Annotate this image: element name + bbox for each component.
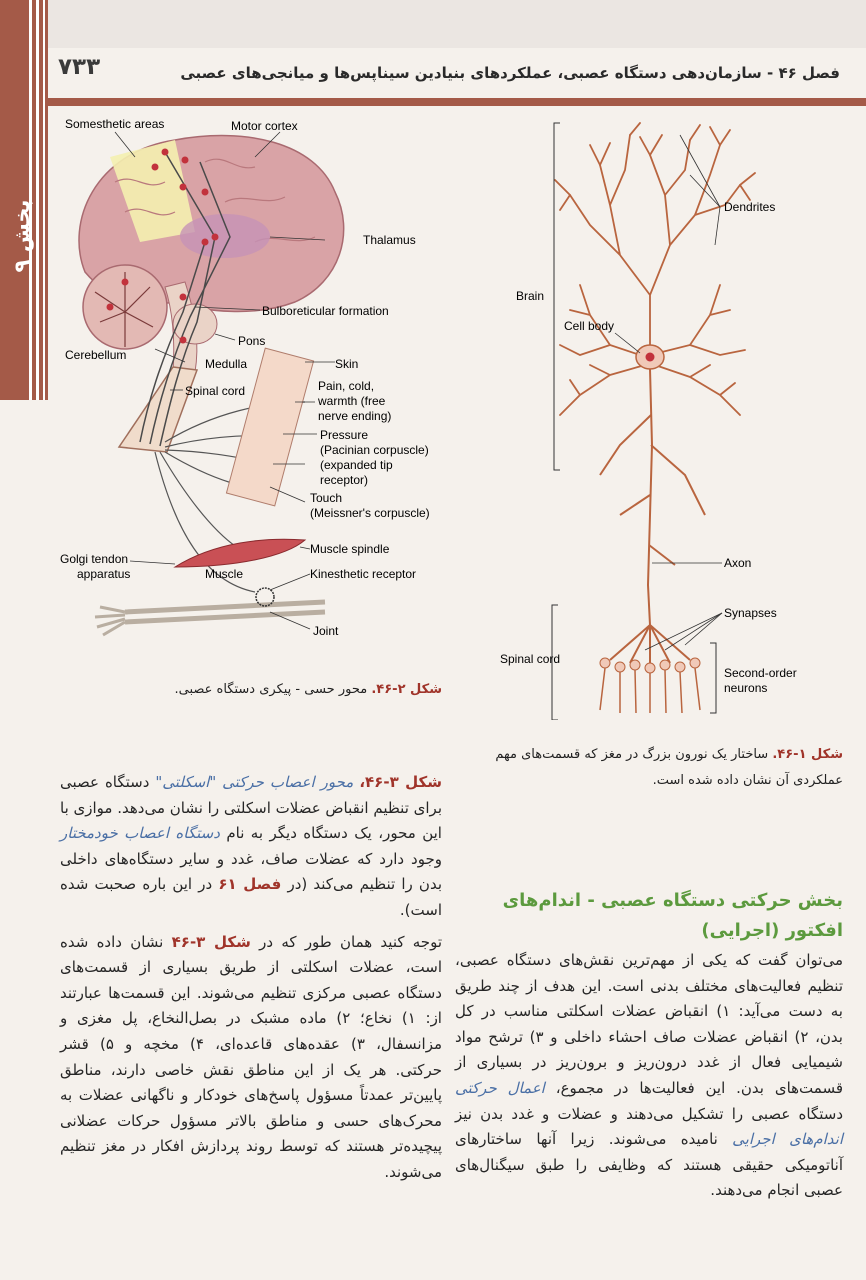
chapter-reference: فصل ۶۱ bbox=[218, 875, 282, 894]
second-order-axons bbox=[600, 668, 700, 713]
right-column-text bbox=[455, 948, 843, 1210]
paragraph-text: نشان داده شده است، عضلات اسکلتی از طریق بسیاری از قسمت‌های دستگاه عصبی مرکزی تنظیم می‌شوند. این قسمت‌ها عبارتند از: ۱) نخاع؛ ۲) ماده مشبک در بصل‌النخاع، پل مغزی و مزانسفال، ۳) عقده‌های قاعده‌ای، ۴) مخچه و ۵) قشر حرکتی. هر یک از این مناطق نقش خاصی دارند، مناطق پایین‌تر عمدتاً مسؤول پاسخ‌های خودکار و ناگهانی عضلات به محرک‌های حسی و مناطق بالاتر مسؤول حرکات عضلانی پیچیده‌تر هستند که توسط روند پردازش افکار در مغز تنظیم می‌شوند. bbox=[60, 932, 443, 1181]
caption-text: ساختار یک نورون بزرگ در مغز که قسمت‌های مهم عملکردی آن نشان داده شده است. bbox=[495, 747, 843, 788]
paragraph-text: در این باره صحبت شده است). bbox=[60, 875, 442, 919]
label-dendrites: Dendrites bbox=[724, 200, 776, 214]
pons bbox=[173, 304, 217, 344]
brain-bracket bbox=[554, 123, 560, 470]
sensory-axis-figure bbox=[55, 112, 450, 672]
label-pressure: (expanded tip bbox=[320, 458, 393, 472]
label-cell-body: Cell body bbox=[564, 319, 615, 333]
paragraph bbox=[455, 948, 843, 1204]
label-pressure: receptor) bbox=[320, 473, 369, 487]
label-synapses: Synapses bbox=[724, 606, 777, 620]
paragraph-text: وجود دارد که عضلات صاف، غدد و سایر دستگاه‌های داخلی بدن را تنظیم می‌کند (در bbox=[60, 849, 442, 894]
label-somesthetic: Somesthetic areas bbox=[65, 117, 165, 131]
label-pain: nerve ending) bbox=[318, 409, 392, 423]
label-axon: Axon bbox=[724, 556, 752, 570]
paragraph-text: نامیده می‌شوند. زیرا آنها ساختارهای آناتومیکی حقیقی هستند که وظایفی را طبق سیگنال‌های عصبی انجام می‌دهند. bbox=[455, 1130, 843, 1200]
section-label: بخش ۹ bbox=[10, 199, 34, 273]
section-side-tab bbox=[0, 0, 48, 400]
term: دستگاه اعصاب خودمختار bbox=[60, 824, 220, 843]
term: اعمال حرکتی bbox=[455, 1078, 545, 1097]
label-motor-cortex: Motor cortex bbox=[231, 119, 298, 133]
label-touch: Touch bbox=[310, 491, 343, 505]
figure-reference: شکل ۳-۴۶ bbox=[171, 932, 251, 951]
label-second-order: Second-order bbox=[724, 666, 797, 680]
paragraph bbox=[60, 770, 442, 924]
top-band bbox=[0, 0, 866, 48]
label-kinesthetic: Kinesthetic receptor bbox=[310, 567, 417, 581]
figure-caption-left bbox=[120, 680, 442, 700]
term: محور اعصاب حرکتی "اسکلتی" bbox=[155, 773, 360, 791]
hand-bones bbox=[95, 607, 125, 635]
figure-number: شکل ۲-۴۶. bbox=[371, 682, 442, 697]
figure-reference: شکل ۳-۴۶، bbox=[359, 773, 442, 791]
left-column-text bbox=[60, 770, 442, 1192]
label-spinal-cord: Spinal cord bbox=[500, 652, 561, 666]
page-number: ۷۳۳ bbox=[58, 54, 101, 80]
label-thalamus: Thalamus bbox=[363, 233, 416, 247]
label-joint: Joint bbox=[313, 624, 339, 638]
label-golgi: apparatus bbox=[77, 567, 131, 581]
label-brain: Brain bbox=[516, 289, 545, 303]
neuron-dendrites bbox=[555, 123, 755, 415]
label-skin: Skin bbox=[335, 357, 359, 371]
label-golgi: Golgi tendon bbox=[60, 552, 129, 566]
term: اندام‌های اجرایی bbox=[732, 1130, 843, 1149]
label-cerebellum: Cerebellum bbox=[65, 348, 127, 362]
nucleus bbox=[646, 353, 655, 362]
neuron-figure bbox=[500, 115, 830, 720]
tab-stripe bbox=[43, 0, 45, 400]
skin-section bbox=[226, 348, 313, 506]
arm-bones bbox=[125, 602, 325, 622]
label-pons: Pons bbox=[238, 334, 266, 348]
label-touch: (Meissner's corpuscle) bbox=[310, 506, 430, 520]
paragraph bbox=[60, 930, 442, 1186]
label-pressure: (Pacinian corpuscle) bbox=[320, 443, 429, 457]
paragraph-text: توجه کنید همان طور که در bbox=[250, 932, 443, 951]
figure-number: شکل ۱-۴۶. bbox=[772, 747, 843, 762]
label-pain: Pain, cold, bbox=[318, 379, 375, 393]
paragraph-text: دستگاه عصبی برای تنظیم انقباض عضلات اسکلتی را نشان می‌دهد. موازی با این محور، یک دستگاه دیگر به نام bbox=[60, 773, 442, 843]
label-bulboreticular: Bulboreticular formation bbox=[262, 304, 389, 318]
chapter-title: فصل ۴۶ - سازمان‌دهی دستگاه عصبی، عملکردهای بنیادین سیناپس‌ها و میانجی‌های عصبی bbox=[180, 64, 840, 82]
label-muscle-spindle: Muscle spindle bbox=[310, 542, 390, 556]
muscle bbox=[175, 539, 305, 567]
label-spinal-cord: Spinal cord bbox=[185, 384, 246, 398]
caption-text: محور حسی - پیکری دستگاه عصبی. bbox=[174, 682, 372, 697]
label-pressure: Pressure bbox=[320, 428, 369, 442]
thalamus bbox=[180, 214, 270, 258]
paragraph-text: دستگاه عصبی را تشکیل می‌دهند و عضلات و غدد بدن نیز bbox=[455, 1104, 843, 1123]
paragraph-text: می‌توان گفت که یکی از مهم‌ترین نقش‌های دستگاه عصبی، تنظیم فعالیت‌های مختلف بدنی است. این هدف از چند طریق به دست می‌آید: ۱) انقباض عضلات اسکلتی مناسب در کل بدن، ۲) انقباض عضلات صاف احشاء داخلی و ۳) ترشح مواد شیمیایی فعال از غدد درون‌ریز و برون‌ریز در بسیاری از قسمت‌های بدن. این فعالیت‌ها در مجموع، bbox=[455, 951, 844, 1097]
header-rule bbox=[48, 98, 866, 106]
section-heading: بخش حرکتی دستگاه عصبی - اندام‌های افکتور (اجرایی) bbox=[502, 890, 843, 941]
second-order-bracket bbox=[710, 643, 716, 713]
figure-caption-right bbox=[455, 742, 843, 794]
label-muscle: Muscle bbox=[205, 567, 244, 581]
label-second-order: neurons bbox=[724, 681, 768, 695]
axon bbox=[600, 369, 705, 665]
label-medulla: Medulla bbox=[205, 357, 248, 371]
label-pain: warmth (free bbox=[318, 394, 386, 408]
